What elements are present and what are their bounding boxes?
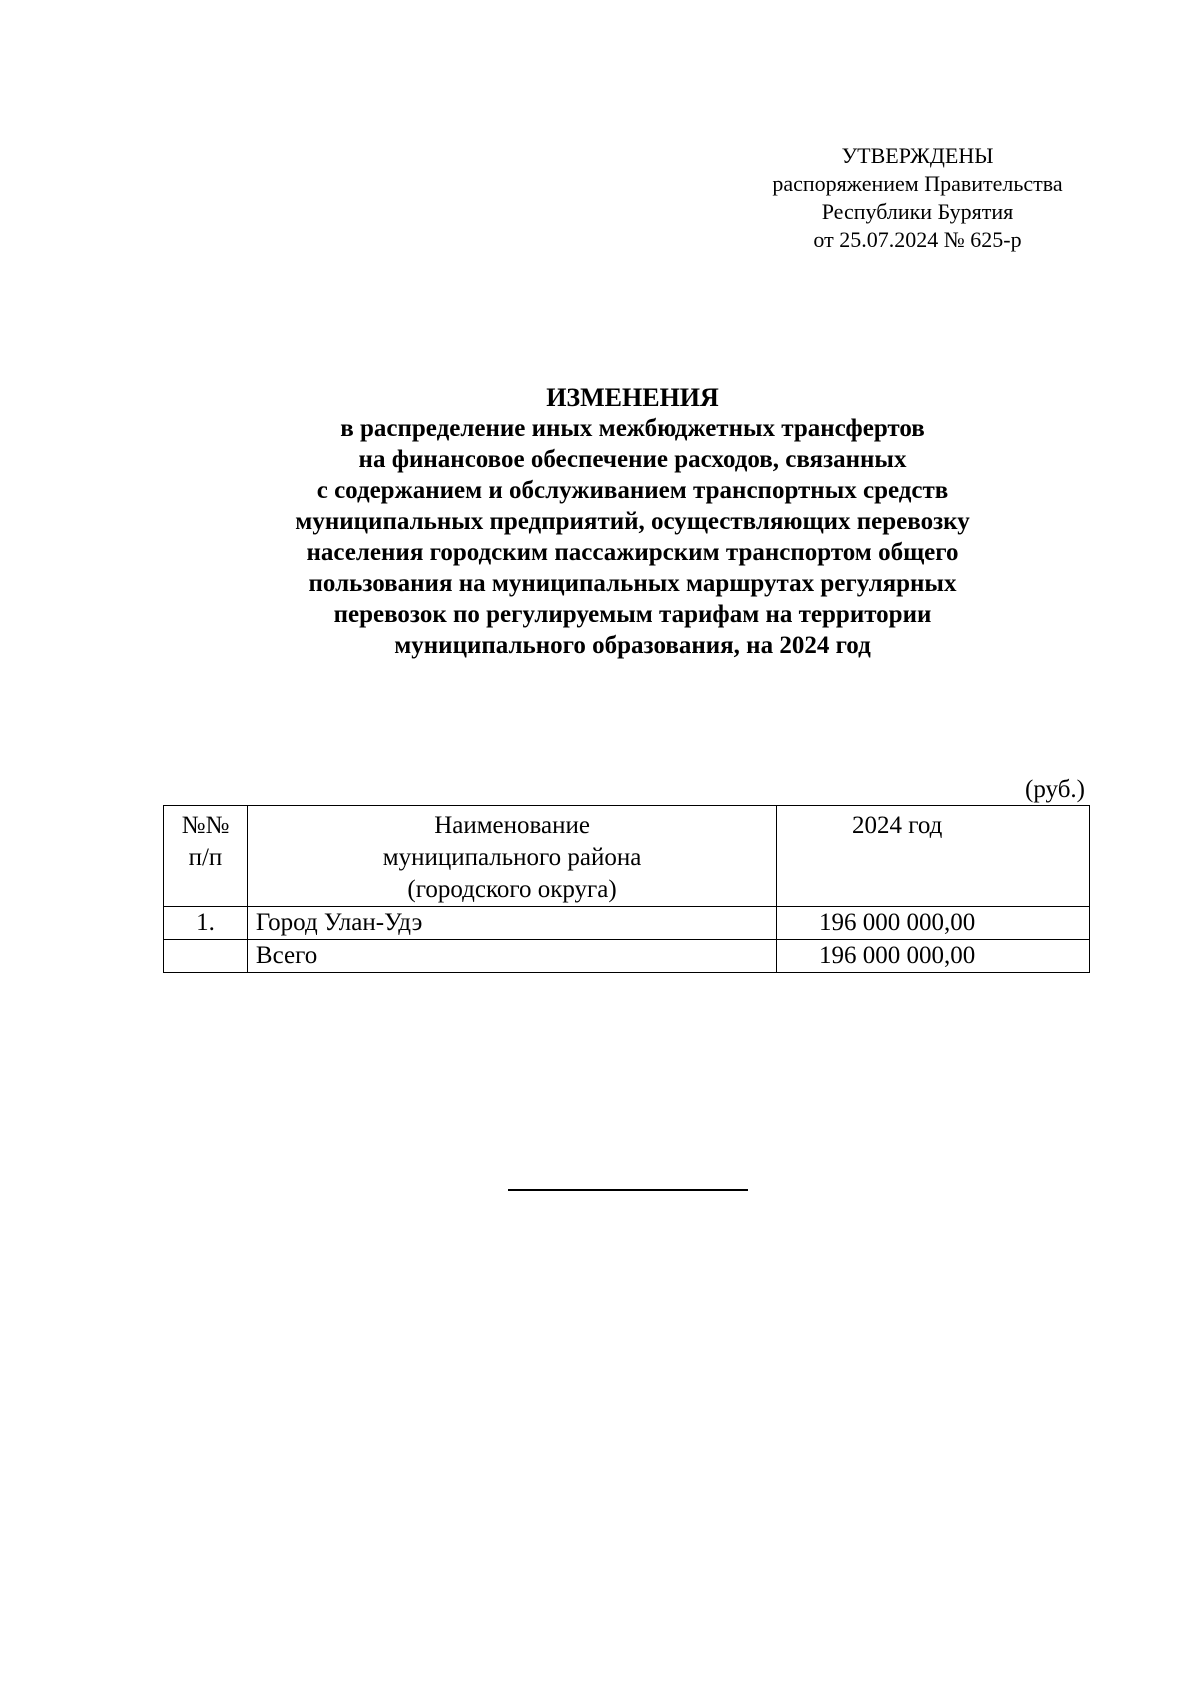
row-number — [164, 940, 248, 973]
header-number-line: №№ — [181, 812, 230, 839]
total-amount: 196 000 000,00 — [777, 940, 1090, 973]
header-number-line: п/п — [188, 844, 223, 871]
table-header-row — [164, 806, 1090, 907]
title-line: с содержанием и обслуживанием транспортных средств — [316, 477, 949, 504]
row-number: 1. — [164, 907, 248, 940]
title-line: муниципального образования, на 2024 год — [394, 632, 871, 659]
approval-line: от 25.07.2024 № 625-р — [813, 227, 1022, 252]
document-title — [160, 382, 1105, 661]
total-label: Всего — [247, 940, 776, 973]
table-row — [164, 907, 1090, 940]
title-line: населения городским пассажирским транспортом общего — [306, 539, 959, 566]
header-name-line: (городского округа) — [407, 876, 617, 903]
title-heading: ИЗМЕНЕНИЯ — [546, 383, 719, 412]
title-line: на финансовое обеспечение расходов, связанных — [358, 446, 907, 473]
title-line: перевозок по регулируемым тарифам на территории — [333, 601, 932, 628]
approval-line: распоряжением Правительства — [772, 171, 1063, 196]
currency-unit-label: (руб.) — [1025, 776, 1085, 803]
approval-line: Республики Бурятия — [821, 199, 1014, 224]
title-line: в распределение иных межбюджетных трансфертов — [340, 415, 925, 442]
closing-rule — [508, 1189, 748, 1191]
transfers-table — [163, 805, 1090, 973]
row-amount: 196 000 000,00 — [777, 907, 1090, 940]
header-name-line: Наименование — [434, 812, 590, 839]
approval-line: УТВЕРЖДЕНЫ — [841, 143, 994, 168]
approval-stamp — [745, 142, 1090, 254]
table-total-row — [164, 940, 1090, 973]
header-number — [164, 806, 248, 907]
row-municipality: Город Улан-Удэ — [247, 907, 776, 940]
header-name — [247, 806, 776, 907]
title-line: муниципальных предприятий, осуществляющих перевозку — [295, 508, 970, 535]
header-year: 2024 год — [777, 806, 1090, 907]
header-name-line: муниципального района — [382, 844, 642, 871]
title-line: пользования на муниципальных маршрутах регулярных — [308, 570, 957, 597]
